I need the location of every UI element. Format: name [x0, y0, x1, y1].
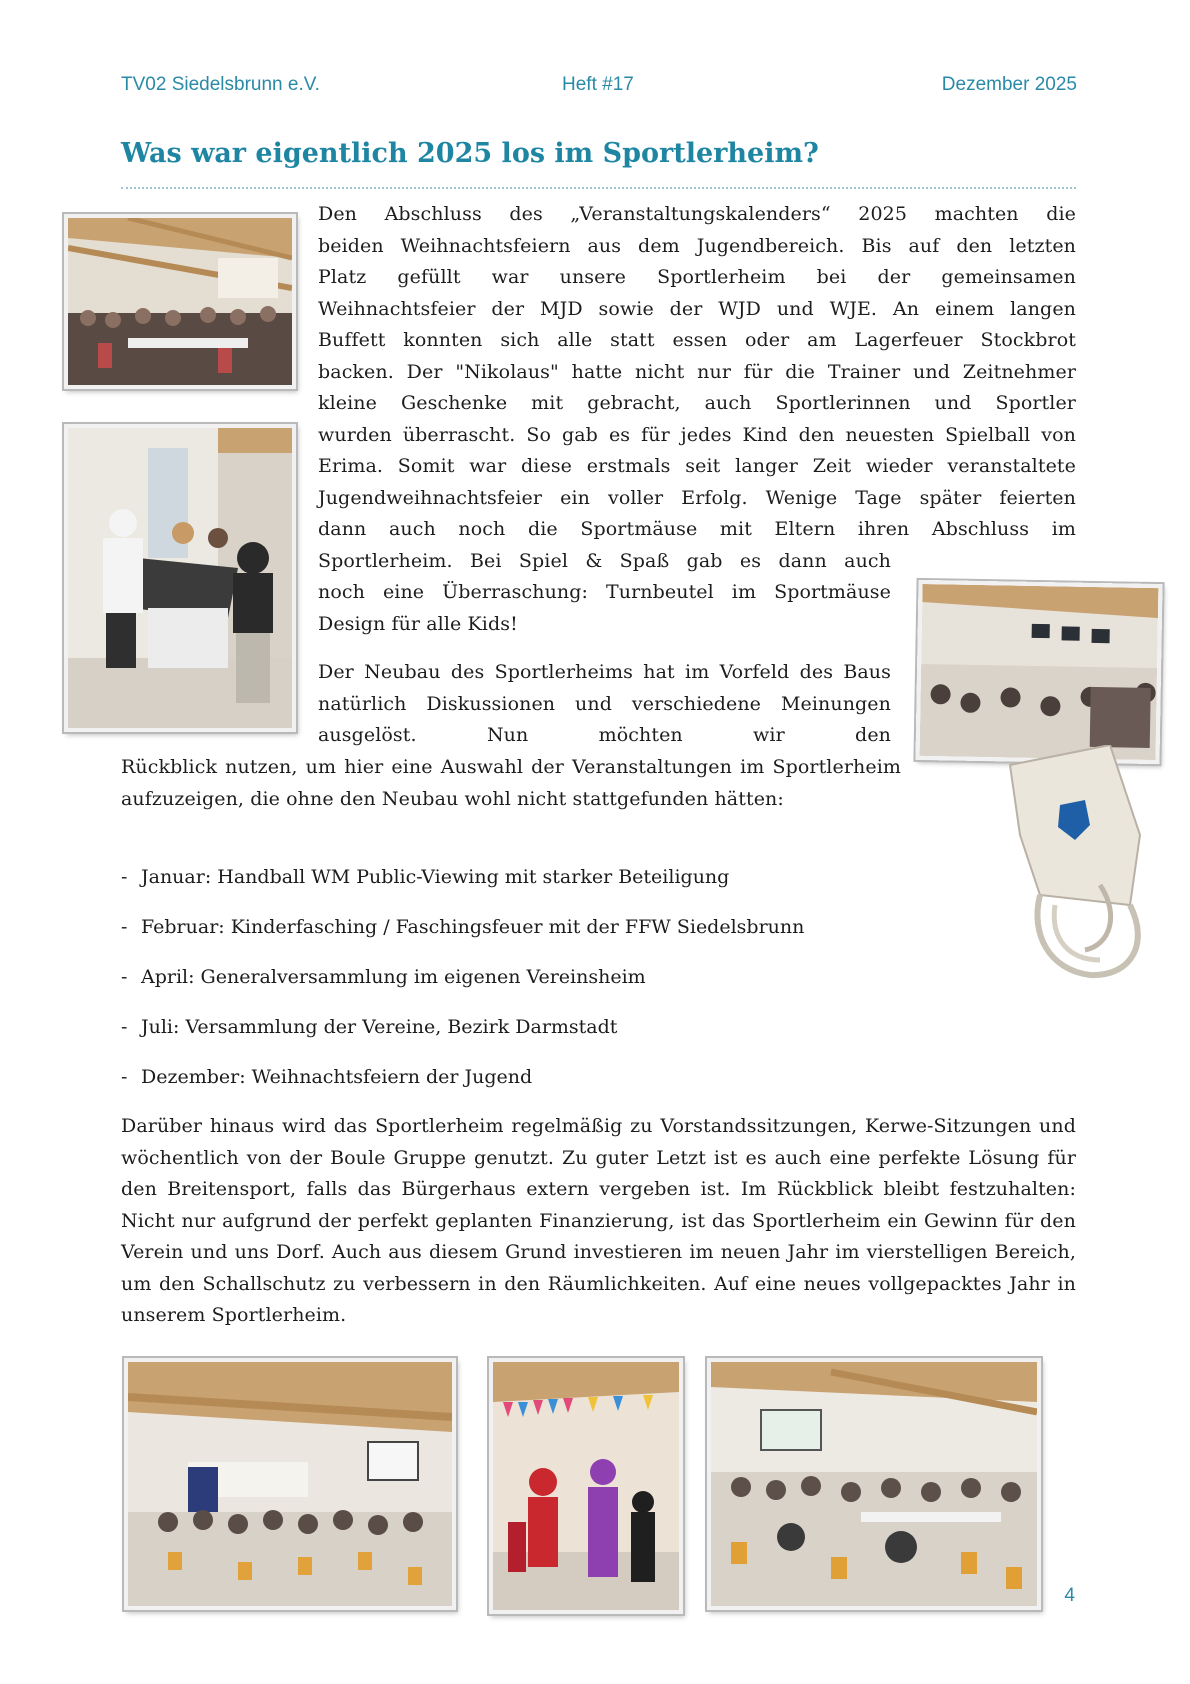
list-item	[121, 1062, 901, 1112]
list-item	[121, 862, 901, 912]
photo-turnbeutel	[1000, 745, 1150, 980]
bullet: -	[121, 966, 128, 988]
event-text: Dezember: Weihnachtsfeiern der Jugend	[141, 1066, 533, 1088]
bullet: -	[121, 1066, 128, 1088]
photo-meeting	[707, 1358, 1041, 1610]
intro-line: Sportlerheim. Bei Spiel & Spaß gab es dann auch	[318, 549, 891, 572]
photo-assembly-hall	[124, 1358, 456, 1610]
list-item	[121, 1012, 901, 1062]
photo-carnival	[489, 1358, 683, 1614]
intro-line: beiden Weihnachtsfeiern aus dem Jugendbereich. Bis auf den letzten	[318, 234, 1076, 257]
header-date: Dezember 2025	[941, 74, 1077, 95]
bullet: -	[121, 866, 128, 888]
intro-line: Weihnachtsfeier der MJD sowie der WJD und WJE. An einem langen	[318, 297, 1076, 320]
intro-line: Design für alle Kids!	[318, 612, 518, 635]
list-item	[121, 962, 901, 1012]
title-divider	[121, 187, 1076, 189]
header-issue: Heft #17	[562, 74, 634, 95]
intro-line: wurden überrascht. So gab es für jedes Kind den neuesten Spielball von	[318, 423, 1076, 446]
intro-line: Buffett konnten sich alle statt essen oder am Lagerfeuer Stockbrot	[318, 329, 1076, 351]
event-text: April: Generalversammlung im eigenen Vereinsheim	[141, 966, 646, 988]
intro-line: Erima. Somit war diese erstmals seit langer Zeit wieder veranstaltete	[318, 455, 1076, 477]
event-text: Januar: Handball WM Public-Viewing mit starker Beteiligung	[141, 866, 730, 888]
photo-foosball-kids	[64, 424, 296, 732]
event-text: Juli: Versammlung der Vereine, Bezirk Darmstadt	[141, 1016, 618, 1038]
intro-line: Platz gefüllt war unsere Sportlerheim bei der gemeinsamen	[318, 266, 1076, 288]
neubau-paragraph-start: Der Neubau des Sportlerheims hat im Vorfeld des Baus natürlich Diskussionen und verschiedene Meinungen ausgelöst. Nun möchten wir den	[318, 661, 891, 746]
neubau-paragraph-end: Rückblick nutzen, um hier eine Auswahl der Veranstaltungen im Sportlerheim aufzuzeigen, die ohne den Neubau wohl nicht stattgefunden hätten:	[121, 756, 901, 810]
closing-paragraph: Darüber hinaus wird das Sportlerheim regelmäßig zu Vorstandssitzungen, Kerwe-Sitzungen und wöchentlich von der Boule Gruppe genutzt. Zu guter Letzt ist es auch eine perfekte Lösung für den Breitensport, falls das Bürgerhaus extern vergeben ist. Im Rückblick bleibt festzuhalten: Nicht nur aufgrund der perfekt geplanten Finanzierung, ist das Sportlerheim ein Gewinn für den Verein und uns Dorf. Auch aus diesem Grund investieren im neuen Jahr im vierstelligen Bereich, um den Schallschutz zu verbessern in den Räumlichkeiten. Auf eine neues vollgepacktes Jahr in unserem Sportlerheim.	[121, 1115, 1076, 1326]
header-club: TV02 Siedelsbrunn e.V.	[121, 74, 320, 95]
bullet: -	[121, 916, 128, 938]
article-title: Was war eigentlich 2025 los im Sportlerheim?	[121, 138, 819, 169]
intro-line: backen. Der "Nikolaus" hatte nicht nur für die Trainer und Zeitnehmer	[318, 360, 1076, 383]
intro-line: noch eine Überraschung: Turnbeutel im Sportmäuse	[318, 581, 891, 603]
page-number: 4	[1064, 1585, 1075, 1606]
bullet: -	[121, 1016, 128, 1038]
event-text: Februar: Kinderfasching / Faschingsfeuer mit der FFW Siedelsbrunn	[141, 916, 805, 938]
events-list	[121, 862, 901, 1112]
intro-paragraph	[318, 199, 1076, 640]
list-item	[121, 912, 901, 962]
intro-line: dann auch noch die Sportmäuse mit Eltern ihren Abschluss im	[318, 518, 1076, 540]
intro-line: Den Abschluss des „Veranstaltungskalenders“ 2025 machten die	[318, 203, 1076, 225]
intro-line: kleine Geschenke mit gebracht, auch Sportlerinnen und Sportler	[318, 392, 1076, 414]
intro-line: Jugendweihnachtsfeier ein voller Erfolg. Wenige Tage später feierten	[318, 486, 1076, 509]
photo-christmas-party	[64, 214, 296, 389]
